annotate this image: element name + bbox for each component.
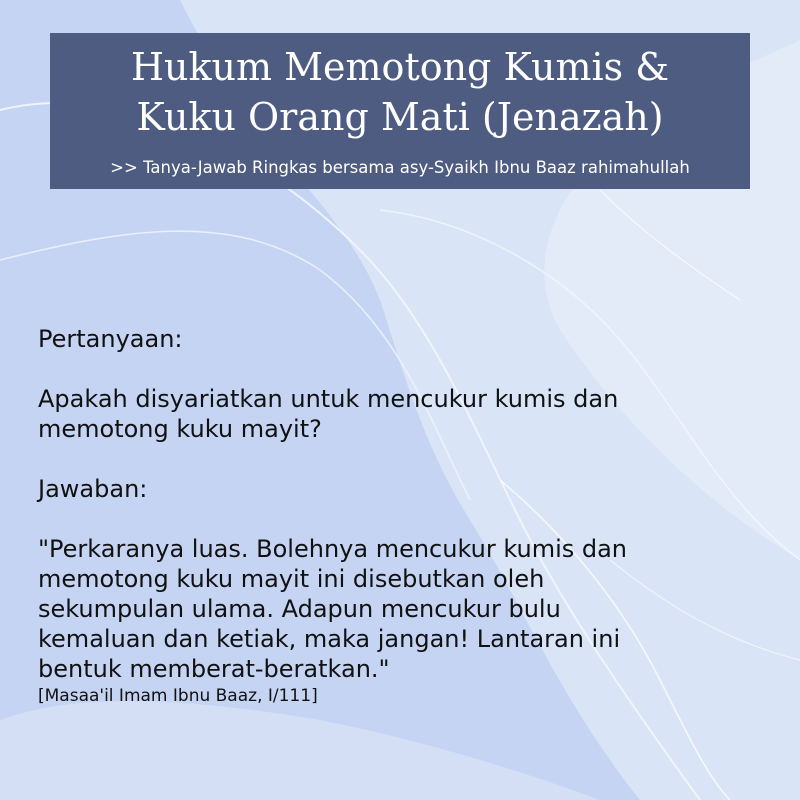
answer-text-line-5: bentuk memberat-beratkan." bbox=[38, 655, 390, 683]
answer-label: Jawaban: bbox=[38, 475, 148, 503]
answer-text-line-3: sekumpulan ulama. Adapun mencukur bulu bbox=[38, 595, 561, 623]
title-banner bbox=[50, 33, 750, 189]
question-text-line-2: memotong kuku mayit? bbox=[38, 415, 322, 443]
spacer bbox=[38, 444, 758, 474]
answer-text-line-4: kemaluan dan ketiak, maka jangan! Lantaran ini bbox=[38, 625, 621, 653]
spacer bbox=[38, 504, 758, 534]
title-line-1: Hukum Memotong Kumis & bbox=[130, 45, 670, 89]
question-label: Pertanyaan: bbox=[38, 325, 183, 353]
subtitle: >> Tanya-Jawab Ringkas bersama asy-Syaikh Ibnu Baaz rahimahullah bbox=[110, 158, 690, 177]
answer-text-line-1: "Perkaranya luas. Bolehnya mencukur kumis dan bbox=[38, 535, 628, 563]
source-citation: [Masaa'il Imam Ibnu Baaz, I/111] bbox=[38, 686, 318, 706]
spacer bbox=[38, 354, 758, 384]
qa-content bbox=[38, 324, 758, 708]
question-text-line-1: Apakah disyariatkan untuk mencukur kumis dan bbox=[38, 385, 619, 413]
title-line-2: Kuku Orang Mati (Jenazah) bbox=[136, 95, 664, 139]
answer-text-line-2: memotong kuku mayit ini disebutkan oleh bbox=[38, 565, 545, 593]
